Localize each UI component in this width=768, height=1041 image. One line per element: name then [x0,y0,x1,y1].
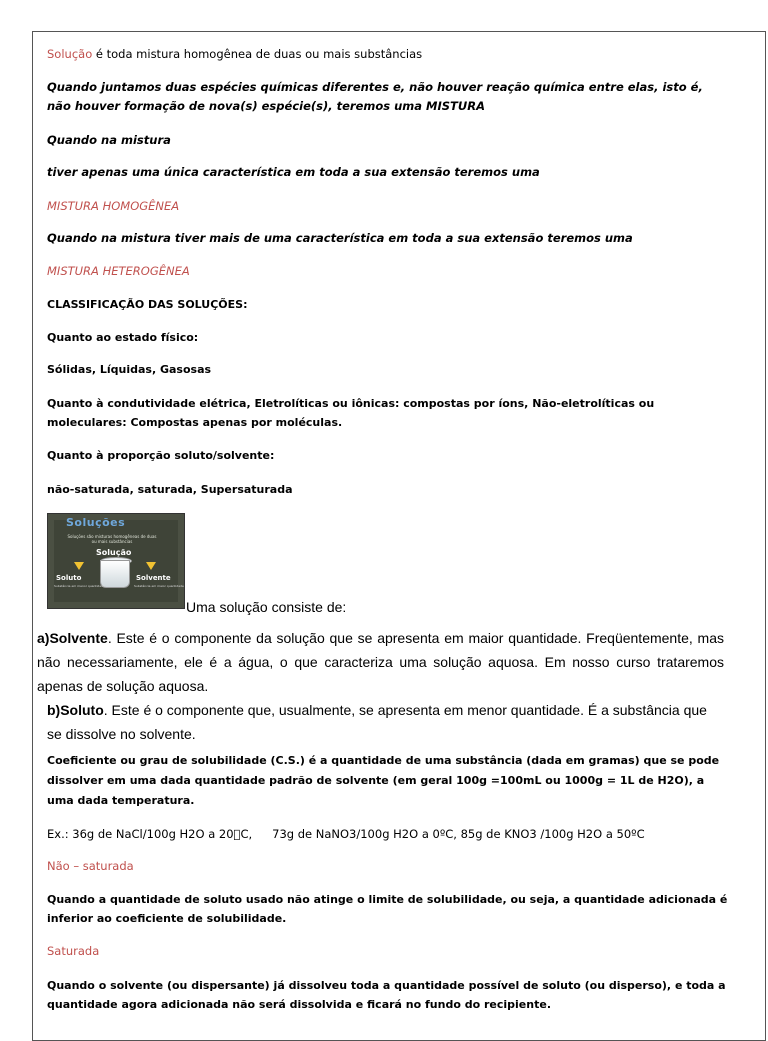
paragraph-mistura: Quando juntamos duas espécies químicas diferentes e, não houver reação química entre elas, isto é, não houver formação de nova(s) espécie(s), teremos uma MISTURA [47,80,703,113]
heading-nao-saturada: Não – saturada [47,859,134,873]
paragraph-nao-saturada: Quando a quantidade de soluto usado não atinge o limite de solubilidade, ou seja, a quantidade adicionada é inferior ao coeficiente de solubilidade. [47,893,728,925]
paragraph-solvente [37,626,724,698]
arrow-down-icon [74,562,84,570]
paragraph-mais-caracteristica: Quando na mistura tiver mais de uma característica em toda a sua extensão teremos uma [47,231,633,245]
soluto-text: . Este é o componente que, usualmente, se apresenta em menor quantidade. É a substância que se dissolve no solvente. [47,702,707,742]
image-caption: Uma solução consiste de: [186,599,347,615]
paragraph-estado-fisico: Quanto ao estado físico: [47,331,199,344]
term-solucao: Solução [47,47,93,61]
paragraph-condutividade: Quanto à condutividade elétrica, Eletrolíticas ou iônicas: compostas por íons, Não-eletrolíticas ou moleculares: Compostas apenas por moléculas. [47,397,655,429]
diagram-definition: Soluções são misturas homogêneas de duas ou mais substâncias [67,534,157,544]
diagram-soluto-label: Soluto [56,574,82,582]
paragraph-soluto [47,698,724,746]
paragraph-saturacao-tipos: não-saturada, saturada, Supersaturada [47,483,293,496]
example-nano3-kno3: 73g de NaNO3/100g H2O a 0ºC, 85g de KNO3 /100g H2O a 50ºC [272,827,645,841]
paragraph-estados: Sólidas, Líquidas, Gasosas [47,363,212,376]
arrow-down-icon [146,562,156,570]
example-nacl: Ex.: 36g de NaCl/100g H2O a 20 C, [47,827,253,841]
diagram-solvente-label: Solvente [136,574,171,582]
diagram-title: Soluções [66,516,126,529]
paragraph-saturada: Quando o solvente (ou dispersante) já dissolveu toda a quantidade possível de soluto (ou disperso), e toda a quantidade agora adicionada não será dissolvida e ficará no fundo do recipiente. [47,979,726,1011]
solucao-diagram-image [47,513,185,609]
paragraph-unica-caracteristica: tiver apenas uma única característica em toda a sua extensão teremos uma [47,165,540,179]
solvente-text: . Este é o componente da solução que se apresenta em maior quantidade. Freqüentemente, mas não necessariamente, ele é a água, o que caracteriza uma solução aquosa. Em nosso curso trataremos apenas de solução aquosa. [37,630,724,694]
label-soluto: b)Soluto [47,702,104,718]
paragraph-solucao-def [47,45,728,64]
label-solvente: a)Solvente [37,630,108,646]
diagram-solvente-note: Substância em maior quantidade [134,584,184,588]
heading-classificacao: CLASSIFICAÇÃO DAS SOLUÇÕES: [47,298,248,311]
heading-saturada: Saturada [47,944,100,958]
paragraph-coeficiente: Coeficiente ou grau de solubilidade (C.S.) é a quantidade de uma substância (dada em gramas) que se pode dissolver em uma dada quantidade padrão de solvente (em geral 100g =100mL ou 1000g = 1L de H2O), a uma dada temperatura. [47,754,720,807]
paragraph-quando-mistura: Quando na mistura [47,133,171,147]
diagram-soluto-note: Substância em menor quantidade [54,584,105,588]
heading-mistura-homogenea: MISTURA HOMOGÊNEA [47,199,180,213]
paragraph-proporcao: Quanto à proporção soluto/solvente: [47,449,275,462]
paragraph-exemplos [47,825,728,844]
solucao-def-text: é toda mistura homogênea de duas ou mais substâncias [92,47,423,61]
diagram-solucao-label: Solução [96,548,132,557]
heading-mistura-heterogenea: MISTURA HETEROGÊNEA [47,264,190,278]
